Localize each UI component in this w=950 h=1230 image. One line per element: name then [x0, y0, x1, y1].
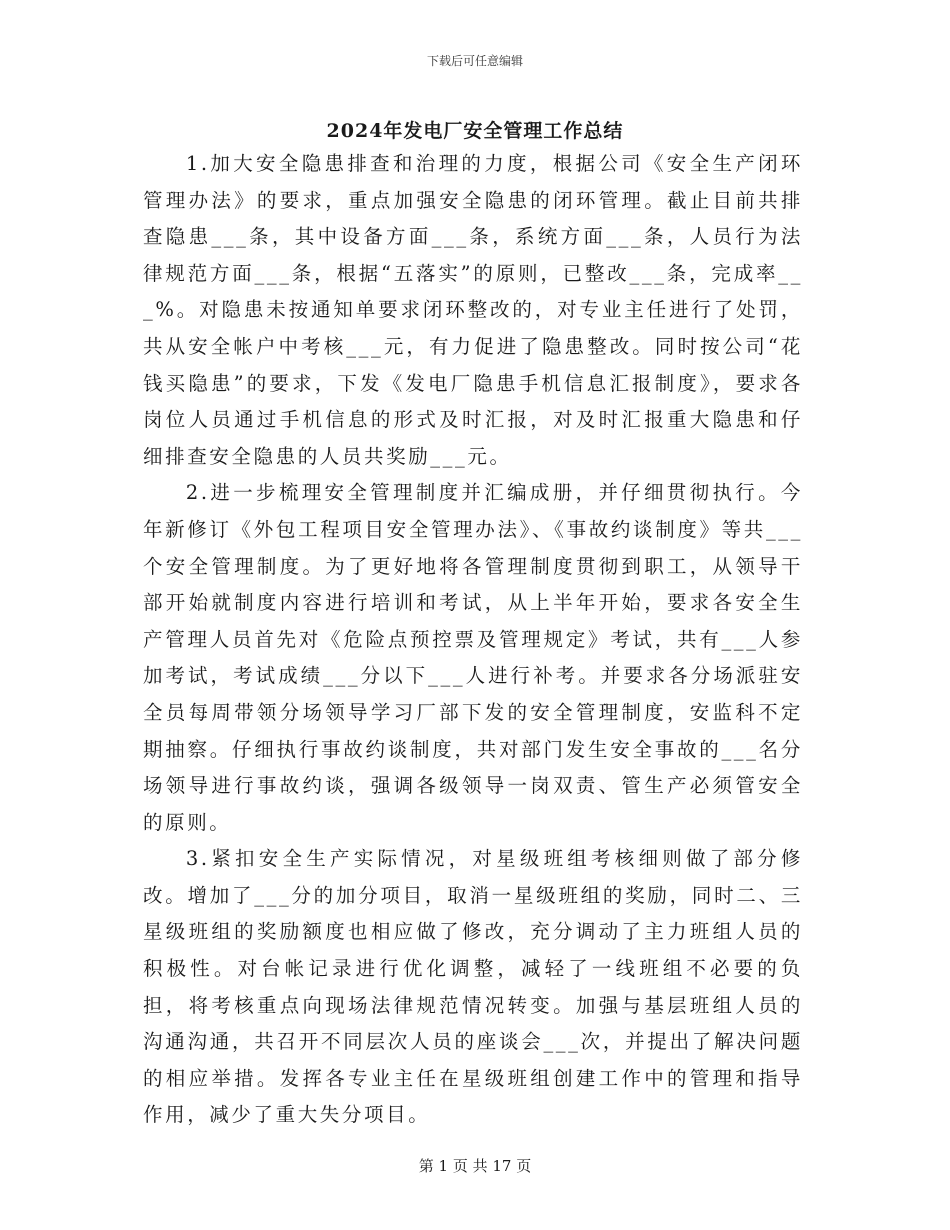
paragraph-2: 2.进一步梳理安全管理制度并汇编成册，并仔细贯彻执行。今年新修订《外包工程项目安全管理办法》、《事故约谈制度》等共___个安全管理制度。为了更好地将各管理制度贯彻到职工，从领导干部开始就制度内容进行培训和考试，从上半年开始，要求各安全生产管理人员首先对《危险点预控票及管理规定》考试，共有___人参加考试，考试成绩___分以下___人进行补考。并要求各分场派驻安全员每周带领分场领导学习厂部下发的安全管理制度，安监科不定期抽察。仔细执行事故约谈制度，共对部门发生安全事故的___名分场领导进行事故约谈，强调各级领导一岗双责、管生产必须管安全的原则。: [143, 481, 803, 834]
document-title: 2024年发电厂安全管理工作总结: [326, 120, 624, 142]
page-header-note: 下载后可任意编辑: [426, 54, 523, 68]
paragraph-3: 3.紧扣安全生产实际情况，对星级班组考核细则做了部分修改。增加了___分的加分项目，取消一星级班组的奖励，同时二、三星级班组的奖励额度也相应做了修改，充分调动了主力班组人员的积极性。对台帐记录进行优化调整，减轻了一线班组不必要的负担，将考核重点向现场法律规范情况转变。加强与基层班组人员的沟通沟通，共召开不同层次人员的座谈会___次，并提出了解决问题的相应举措。发挥各专业主任在星级班组创建工作中的管理和指导作用，减少了重大失分项目。: [143, 847, 803, 1127]
document-body: [143, 146, 803, 1134]
page-number: 第 1 页 共 17 页: [418, 1157, 532, 1175]
paragraph-1: 1.加大安全隐患排查和治理的力度，根据公司《安全生产闭环管理办法》的要求，重点加强安全隐患的闭环管理。截止目前共排查隐患___条，其中设备方面___条，系统方面___条，人员行为法律规范方面___条，根据“五落实”的原则，已整改___条，完成率___%。对隐患未按通知单要求闭环整改的，对专业主任进行了处罚，共从安全帐户中考核___元，有力促进了隐患整改。同时按公司“花钱买隐患”的要求，下发《发电厂隐患手机信息汇报制度》，要求各岗位人员通过手机信息的形式及时汇报，对及时汇报重大隐患和仔细排查安全隐患的人员共奖励___元。: [143, 152, 803, 468]
